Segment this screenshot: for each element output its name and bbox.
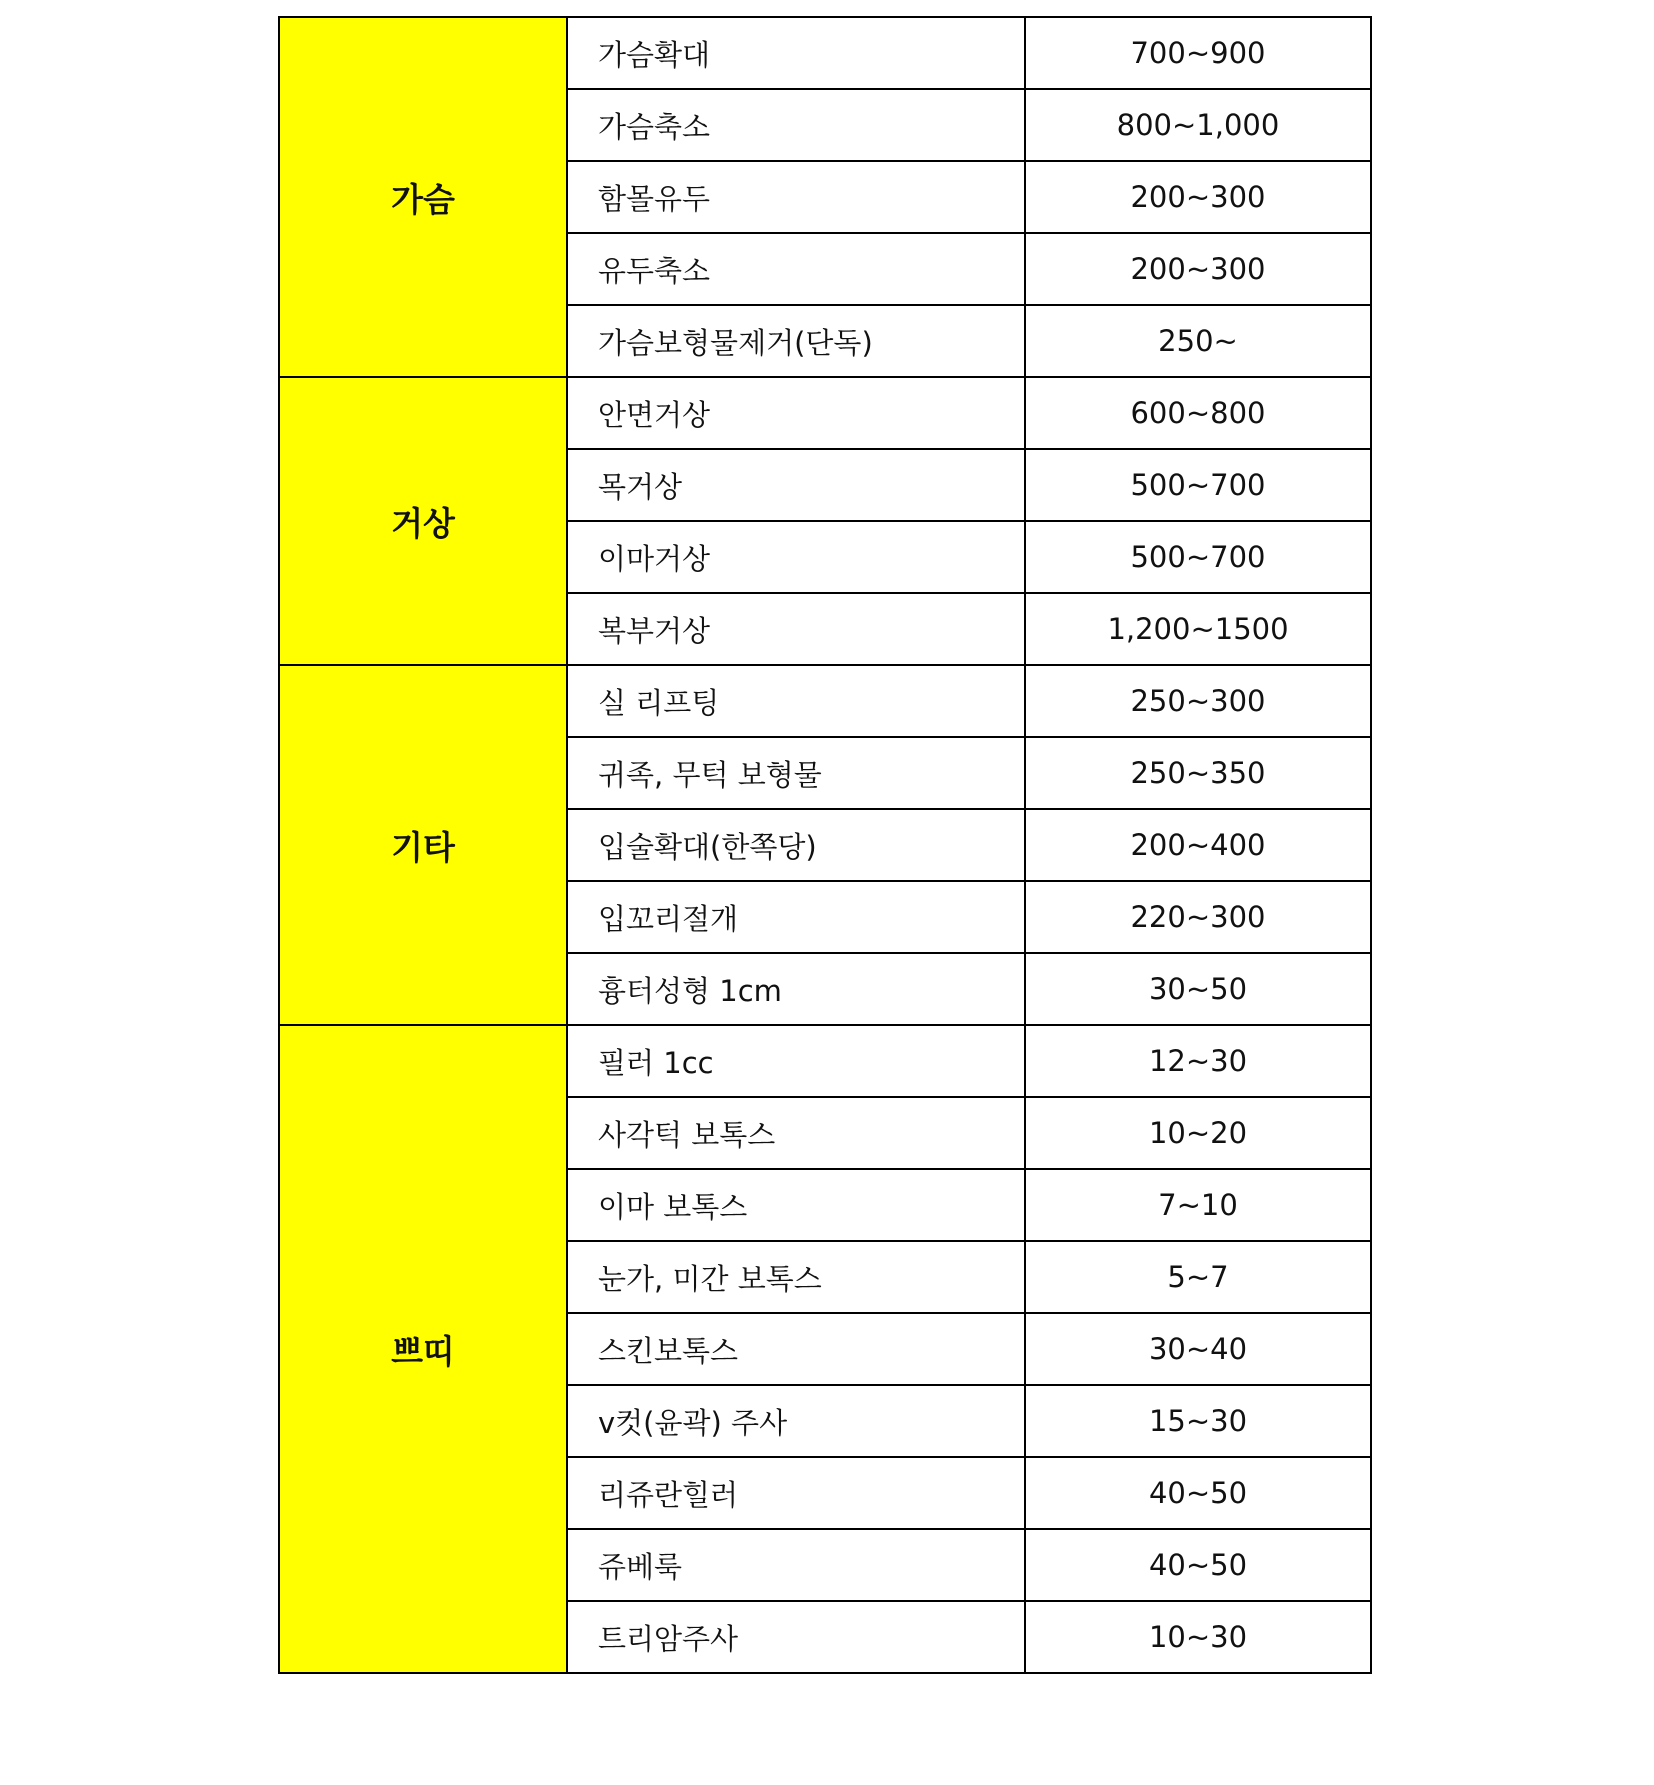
- procedure-name-cell: 함몰유두: [567, 161, 1025, 233]
- procedure-name-cell: 안면거상: [567, 377, 1025, 449]
- table-row: [279, 377, 1371, 449]
- price-cell: 10~30: [1025, 1601, 1371, 1673]
- table-row: [279, 1025, 1371, 1097]
- category-cell: 가슴: [279, 17, 567, 377]
- price-cell: 200~400: [1025, 809, 1371, 881]
- procedure-name-cell: 가슴보형물제거(단독): [567, 305, 1025, 377]
- price-cell: 10~20: [1025, 1097, 1371, 1169]
- category-cell: 쁘띠: [279, 1025, 567, 1673]
- price-cell: 800~1,000: [1025, 89, 1371, 161]
- price-cell: 40~50: [1025, 1529, 1371, 1601]
- procedure-name-cell: v컷(윤곽) 주사: [567, 1385, 1025, 1457]
- price-cell: 1,200~1500: [1025, 593, 1371, 665]
- price-cell: 7~10: [1025, 1169, 1371, 1241]
- procedure-name-cell: 귀족, 무턱 보형물: [567, 737, 1025, 809]
- procedure-name-cell: 복부거상: [567, 593, 1025, 665]
- price-cell: 700~900: [1025, 17, 1371, 89]
- price-cell: 30~50: [1025, 953, 1371, 1025]
- procedure-name-cell: 눈가, 미간 보톡스: [567, 1241, 1025, 1313]
- procedure-name-cell: 가슴확대: [567, 17, 1025, 89]
- procedure-name-cell: 유두축소: [567, 233, 1025, 305]
- price-cell: 15~30: [1025, 1385, 1371, 1457]
- price-cell: 12~30: [1025, 1025, 1371, 1097]
- table-row: [279, 665, 1371, 737]
- procedure-name-cell: 입꼬리절개: [567, 881, 1025, 953]
- price-cell: 200~300: [1025, 233, 1371, 305]
- price-cell: 30~40: [1025, 1313, 1371, 1385]
- procedure-name-cell: 실 리프팅: [567, 665, 1025, 737]
- price-cell: 5~7: [1025, 1241, 1371, 1313]
- price-cell: 500~700: [1025, 449, 1371, 521]
- table-row: [279, 17, 1371, 89]
- procedure-name-cell: 입술확대(한쪽당): [567, 809, 1025, 881]
- procedure-name-cell: 이마 보톡스: [567, 1169, 1025, 1241]
- price-cell: 250~: [1025, 305, 1371, 377]
- price-cell: 250~300: [1025, 665, 1371, 737]
- category-cell: 기타: [279, 665, 567, 1025]
- procedure-name-cell: 사각턱 보톡스: [567, 1097, 1025, 1169]
- price-cell: 500~700: [1025, 521, 1371, 593]
- procedure-name-cell: 가슴축소: [567, 89, 1025, 161]
- procedure-name-cell: 필러 1cc: [567, 1025, 1025, 1097]
- price-cell: 600~800: [1025, 377, 1371, 449]
- price-table-body: [279, 17, 1371, 1673]
- procedure-name-cell: 리쥬란힐러: [567, 1457, 1025, 1529]
- price-table: [278, 16, 1372, 1674]
- price-cell: 220~300: [1025, 881, 1371, 953]
- procedure-name-cell: 목거상: [567, 449, 1025, 521]
- category-cell: 거상: [279, 377, 567, 665]
- procedure-name-cell: 흉터성형 1cm: [567, 953, 1025, 1025]
- price-cell: 200~300: [1025, 161, 1371, 233]
- procedure-name-cell: 이마거상: [567, 521, 1025, 593]
- procedure-name-cell: 트리암주사: [567, 1601, 1025, 1673]
- price-cell: 250~350: [1025, 737, 1371, 809]
- price-cell: 40~50: [1025, 1457, 1371, 1529]
- procedure-name-cell: 스킨보톡스: [567, 1313, 1025, 1385]
- procedure-name-cell: 쥬베룩: [567, 1529, 1025, 1601]
